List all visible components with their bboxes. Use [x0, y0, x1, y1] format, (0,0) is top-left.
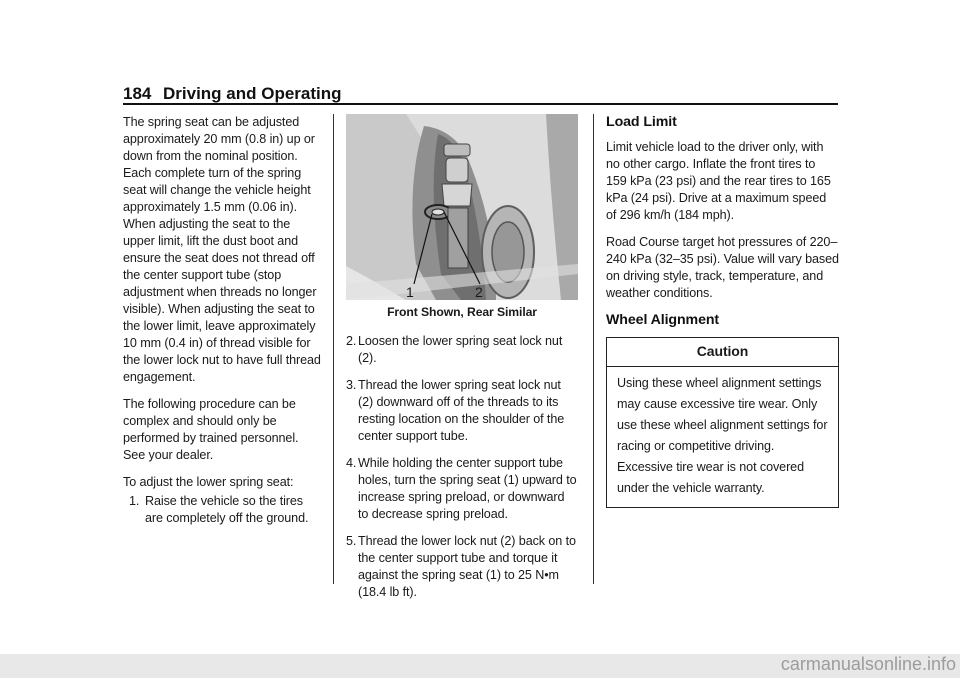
road-course-paragraph: Road Course target hot pressures of 220–240 kPa (32–35 psi). Value will vary based on driving style, track, temperature, and weather conditions.: [606, 235, 839, 300]
suspension-illustration: [346, 114, 578, 300]
column-divider: [333, 114, 334, 584]
caution-box: [606, 337, 839, 508]
steps-list-start: [123, 493, 323, 527]
step-text: Loosen the lower spring seat lock nut (2).: [358, 334, 563, 365]
step-number: 5.: [346, 534, 357, 548]
step-text: Thread the lower lock nut (2) back on to the center support tube and torque it against the spring seat (1) to 25 N•m (18.4 lb ft).: [358, 534, 576, 599]
column-right: [606, 114, 839, 508]
step-item: [346, 533, 578, 601]
watermark-url: carmanualsonline.info: [780, 654, 956, 674]
suspension-drawing: [346, 114, 578, 300]
page-number: 184: [123, 84, 152, 103]
figure-caption: Front Shown, Rear Similar: [387, 305, 537, 319]
step-number: 1.: [129, 494, 140, 508]
steps-list: [346, 333, 578, 601]
callout-2: 2: [475, 284, 483, 300]
step-text: Raise the vehicle so the tires are completely off the ground.: [145, 494, 309, 525]
step-text: Thread the lower spring seat lock nut (2) downward off of the threads to its resting location on the shoulder of the center support tube.: [358, 378, 565, 443]
load-limit-heading: Load Limit: [606, 114, 677, 130]
spring-seat-paragraph: The spring seat can be adjusted approximately 20 mm (0.8 in) up or down from the nominal position. Each complete turn of the spring seat will change the vehicle height approximately 1.5 mm (0.06 in). When adjusting the seat to the upper limit, lift the dust boot and ensure the seat does not thread off the center support tube (stop adjustment when threads no longer visible). When adjusting the seat to the lower limit, leave approximately 10 mm (0.4 in) of thread visible for the lower lock nut to have full thread engagement.: [123, 115, 321, 384]
procedure-warning-paragraph: The following procedure can be complex and should only be performed by trained personnel. See your dealer.: [123, 397, 299, 462]
load-limit-paragraph: Limit vehicle load to the driver only, with no other cargo. Inflate the front tires to 159 kPa (23 psi) and the rear tires to 165 kPa (24 psi). Drive at a maximum speed of 296 km/h (184 mph).: [606, 140, 831, 222]
header-rule: [123, 103, 838, 105]
caution-title: Caution: [607, 338, 838, 367]
step-text: While holding the center support tube holes, turn the spring seat (1) upward to increase spring preload, or downward to decrease spring preload.: [358, 456, 577, 521]
step-item: [346, 455, 578, 523]
page-title: Driving and Operating: [163, 84, 342, 103]
step-number: 4.: [346, 456, 357, 470]
caution-text: Using these wheel alignment settings may cause excessive tire wear. Only use these wheel alignment settings for racing or competitive driving. Excessive tire wear is not covered under the vehicle warranty.: [617, 376, 828, 495]
adjust-intro: To adjust the lower spring seat:: [123, 475, 294, 489]
page-header: [123, 82, 838, 108]
step-item: [346, 333, 578, 367]
watermark-bar: [0, 654, 960, 678]
step-number: 3.: [346, 378, 357, 392]
step-item: [129, 493, 323, 527]
wheel-alignment-heading: Wheel Alignment: [606, 312, 720, 328]
column-divider: [593, 114, 594, 584]
step-number: 2.: [346, 334, 357, 348]
column-middle: [346, 114, 578, 611]
column-left: [123, 114, 323, 537]
callout-1: 1: [406, 284, 414, 300]
step-item: [346, 377, 578, 445]
